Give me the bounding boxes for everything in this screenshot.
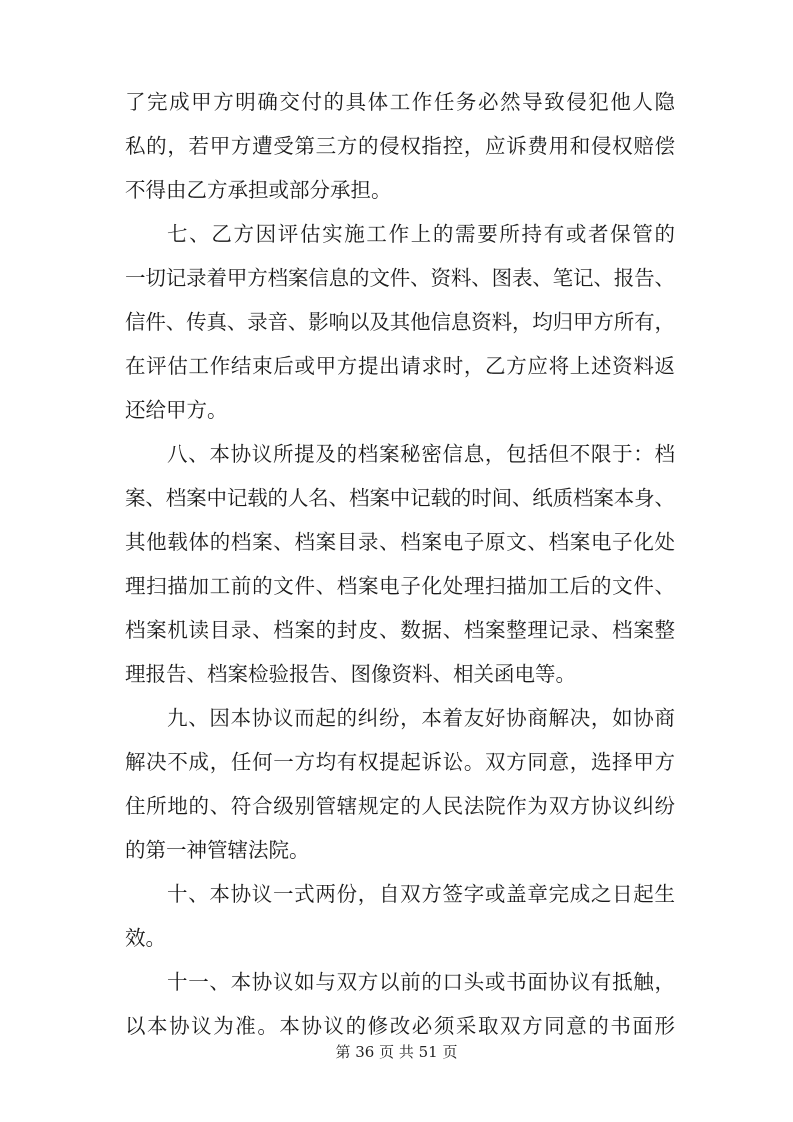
text-line: 解决不成，任何一方均有权提起诉讼。双方同意，选择甲方 <box>125 750 676 774</box>
text-line: 还给甲方。 <box>125 398 228 422</box>
page-footer <box>0 1041 793 1063</box>
text-line: 十一、本协议如与双方以前的口头或书面协议有抵触， <box>167 970 676 994</box>
text-line: 一切记录着甲方档案信息的文件、资料、图表、笔记、报告、 <box>125 266 675 290</box>
text-line: 私的，若甲方遭受第三方的侵权指控，应诉费用和侵权赔偿 <box>125 134 676 158</box>
text-line: 住所地的、符合级别管辖规定的人民法院作为双方协议纠纷 <box>125 794 676 818</box>
text-line: 以本协议为准。本协议的修改必须采取双方同意的书面形 <box>125 1014 677 1038</box>
text-line: 在评估工作结束后或甲方提出请求时，乙方应将上述资料返 <box>125 354 676 378</box>
text-line: 了完成甲方明确交付的具体工作任务必然导致侵犯他人隐 <box>125 90 677 114</box>
text-line: 其他载体的档案、档案目录、档案电子原文、档案电子化处 <box>125 530 676 554</box>
text-line: 九、因本协议而起的纠纷，本着友好协商解决，如协商 <box>167 706 676 730</box>
text-line: 十、本协议一式两份，自双方签字或盖章完成之日起生 <box>167 882 676 906</box>
text-line: 理报告、档案检验报告、图像资料、相关函电等。 <box>125 662 576 686</box>
text-line: 不得由乙方承担或部分承担。 <box>125 178 392 202</box>
text-line: 理扫描加工前的文件、档案电子化处理扫描加工后的文件、 <box>125 574 676 598</box>
text-line: 八、本协议所提及的档案秘密信息，包括但不限于：档 <box>167 442 676 466</box>
text-line: 效。 <box>125 926 166 950</box>
text-line: 的第一神管辖法院。 <box>125 838 310 862</box>
text-line: 信件、传真、录音、影响以及其他信息资料，均归甲方所有， <box>125 310 675 334</box>
page-number: 第 36 页 共 51 页 <box>335 1043 458 1061</box>
text-line: 档案机读目录、档案的封皮、数据、档案整理记录、档案整 <box>125 618 676 642</box>
text-line: 七、乙方因评估实施工作上的需要所持有或者保管的 <box>167 222 677 246</box>
text-line: 案、档案中记载的人名、档案中记载的时间、纸质档案本身、 <box>125 486 675 510</box>
